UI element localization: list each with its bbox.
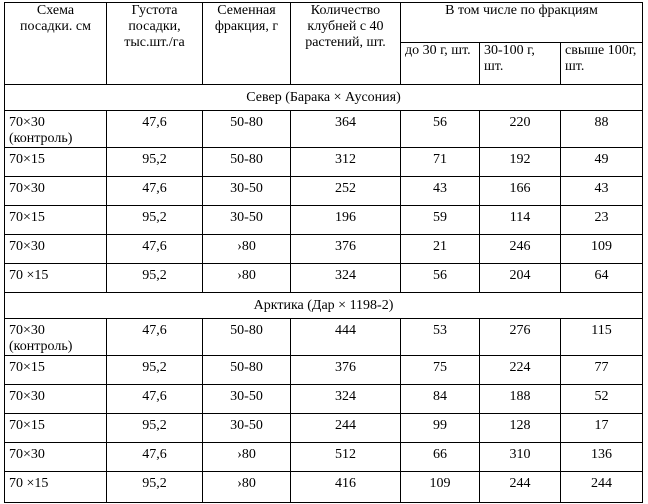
cell-density: 95,2 [107, 472, 203, 503]
cell-small: 43 [401, 177, 480, 206]
cell-scheme: 70×30 [5, 385, 107, 414]
cell-fraction: ›80 [203, 443, 291, 472]
cell-scheme: 70 ×15 [5, 472, 107, 503]
header-frac-mid: 30-100 г, шт. [480, 43, 561, 85]
cell-large: 43 [561, 177, 643, 206]
cell-count: 324 [291, 385, 401, 414]
table-row [5, 111, 643, 148]
table-row [5, 264, 643, 293]
cell-count: 444 [291, 319, 401, 356]
cell-large: 17 [561, 414, 643, 443]
cell-fraction: ›80 [203, 264, 291, 293]
cell-large: 49 [561, 148, 643, 177]
cell-large: 52 [561, 385, 643, 414]
cell-small: 59 [401, 206, 480, 235]
cell-fraction: 30-50 [203, 177, 291, 206]
table-row [5, 414, 643, 443]
cell-small: 99 [401, 414, 480, 443]
cell-density: 95,2 [107, 148, 203, 177]
cell-count: 252 [291, 177, 401, 206]
header-tuber-count: Количество клубней с 40 растений, шт. [291, 3, 401, 85]
cell-fraction: ›80 [203, 472, 291, 503]
cell-fraction: 50-80 [203, 148, 291, 177]
cell-count: 512 [291, 443, 401, 472]
table-row [5, 385, 643, 414]
cell-density: 95,2 [107, 356, 203, 385]
table-row [5, 235, 643, 264]
cell-density: 95,2 [107, 414, 203, 443]
header-density: Густота посадки, тыс.шт./га [107, 3, 203, 85]
group-title: Север (Барака × Аусония) [5, 85, 643, 111]
cell-scheme: 70×15 [5, 356, 107, 385]
cell-scheme: 70×15 [5, 414, 107, 443]
cell-mid: 220 [480, 111, 561, 148]
cell-fraction: 50-80 [203, 319, 291, 356]
cell-fraction: 50-80 [203, 111, 291, 148]
cell-density: 47,6 [107, 177, 203, 206]
cell-large: 88 [561, 111, 643, 148]
cell-density: 47,6 [107, 235, 203, 264]
cell-count: 376 [291, 356, 401, 385]
cell-mid: 246 [480, 235, 561, 264]
cell-fraction: 30-50 [203, 414, 291, 443]
header-scheme: Схема посадки. см [5, 3, 107, 85]
cell-small: 21 [401, 235, 480, 264]
cell-small: 56 [401, 264, 480, 293]
cell-count: 312 [291, 148, 401, 177]
cell-mid: 166 [480, 177, 561, 206]
cell-large: 64 [561, 264, 643, 293]
cell-density: 47,6 [107, 385, 203, 414]
cell-density: 47,6 [107, 111, 203, 148]
cell-large: 109 [561, 235, 643, 264]
cell-scheme: 70×30 [5, 443, 107, 472]
table-row [5, 443, 643, 472]
cell-scheme: 70×30 [5, 235, 107, 264]
cell-scheme: 70×30 (контроль) [5, 319, 107, 356]
cell-count: 244 [291, 414, 401, 443]
cell-scheme: 70 ×15 [5, 264, 107, 293]
cell-count: 376 [291, 235, 401, 264]
cell-scheme: 70×15 [5, 206, 107, 235]
cell-large: 136 [561, 443, 643, 472]
cell-mid: 204 [480, 264, 561, 293]
table-row [5, 206, 643, 235]
cell-scheme: 70×30 [5, 177, 107, 206]
cell-small: 109 [401, 472, 480, 503]
cell-count: 324 [291, 264, 401, 293]
tuber-fractions-table [4, 2, 643, 503]
cell-mid: 188 [480, 385, 561, 414]
cell-mid: 276 [480, 319, 561, 356]
cell-fraction: 50-80 [203, 356, 291, 385]
cell-density: 95,2 [107, 264, 203, 293]
group-title: Арктика (Дар × 1198-2) [5, 293, 643, 319]
cell-density: 95,2 [107, 206, 203, 235]
cell-fraction: 30-50 [203, 206, 291, 235]
cell-small: 71 [401, 148, 480, 177]
header-fractions-group: В том числе по фракциям [401, 3, 643, 43]
cell-large: 115 [561, 319, 643, 356]
table-row [5, 148, 643, 177]
cell-density: 47,6 [107, 319, 203, 356]
cell-mid: 224 [480, 356, 561, 385]
cell-fraction: ›80 [203, 235, 291, 264]
cell-large: 244 [561, 472, 643, 503]
cell-large: 23 [561, 206, 643, 235]
table-row [5, 472, 643, 503]
cell-mid: 244 [480, 472, 561, 503]
cell-mid: 128 [480, 414, 561, 443]
cell-mid: 310 [480, 443, 561, 472]
cell-mid: 114 [480, 206, 561, 235]
header-frac-large: свыше 100г, шт. [561, 43, 643, 85]
header-seed-fraction: Семенная фракция, г [203, 3, 291, 85]
cell-fraction: 30-50 [203, 385, 291, 414]
cell-small: 53 [401, 319, 480, 356]
cell-scheme: 70×30 (контроль) [5, 111, 107, 148]
cell-density: 47,6 [107, 443, 203, 472]
cell-count: 416 [291, 472, 401, 503]
header-frac-small: до 30 г, шт. [401, 43, 480, 85]
table-row [5, 319, 643, 356]
cell-small: 66 [401, 443, 480, 472]
table-row [5, 356, 643, 385]
cell-mid: 192 [480, 148, 561, 177]
cell-count: 364 [291, 111, 401, 148]
cell-scheme: 70×15 [5, 148, 107, 177]
cell-small: 56 [401, 111, 480, 148]
cell-small: 84 [401, 385, 480, 414]
cell-count: 196 [291, 206, 401, 235]
cell-small: 75 [401, 356, 480, 385]
table-row [5, 177, 643, 206]
cell-large: 77 [561, 356, 643, 385]
